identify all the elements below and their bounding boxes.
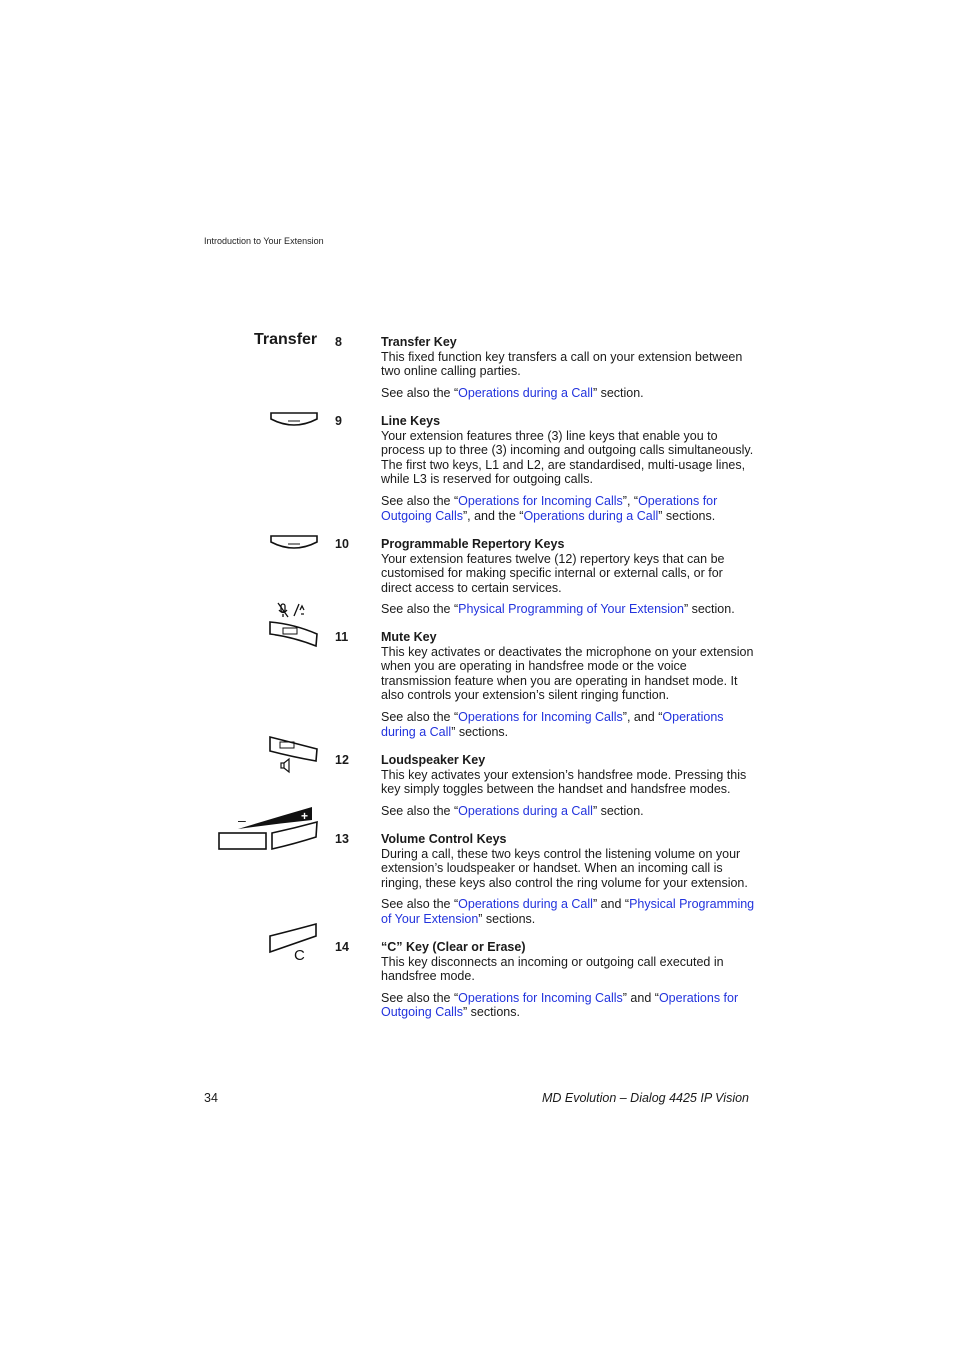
item-number: 9 xyxy=(335,414,342,428)
link-operations-during-call[interactable]: Operations during a Call xyxy=(458,897,593,912)
see-also: See also the “Operations for Incoming Calls”, and “Operations during a Call” sections. xyxy=(381,709,724,739)
see-also: See also the “Operations during a Call” section. xyxy=(381,803,644,818)
item-description: Your extension features twelve (12) repertory keys that can be customised for making specific internal or external calls, or for direct access to certain services. xyxy=(381,551,725,595)
link-physical-programming[interactable]: Physical Programming of Your Extension xyxy=(458,602,684,617)
link-operations-during-call[interactable]: Operations during a Call xyxy=(458,385,593,400)
mute-key-icon xyxy=(266,600,322,648)
item-number: 12 xyxy=(335,753,349,767)
item-title: Line Keys xyxy=(381,414,441,428)
clear-key-letter: C xyxy=(294,947,305,964)
page-number: 34 xyxy=(204,1091,218,1105)
item-description: This key disconnects an incoming or outgoing call executed in handsfree mode. xyxy=(381,954,724,984)
see-also: See also the “Operations for Incoming Calls”, “Operations for Outgoing Calls”, and the “Operations during a Call” sections. xyxy=(381,493,718,523)
see-also: See also the “Operations during a Call” section. xyxy=(381,385,644,400)
link-operations-during-call[interactable]: Operations during a Call xyxy=(381,709,724,739)
item-description: Your extension features three (3) line keys that enable you to process up to three (3) incoming and outgoing calls simultaneously. The first two keys, L1 and L2, are standardised, multi-usage lines, while L3 is reserved for outgoing calls. xyxy=(381,428,754,487)
volume-control-keys-icon xyxy=(214,803,324,853)
item-number: 13 xyxy=(335,832,349,846)
volume-plus-glyph: + xyxy=(301,809,309,823)
item-description: This key activates or deactivates the microphone on your extension when you are operating in handsfree mode or the voice transmission feature when you are operating in handset mode. It also controls your extension’s silent ringing function. xyxy=(381,644,754,703)
item-loudspeaker-key xyxy=(335,753,755,818)
item-volume-control-keys xyxy=(335,832,755,927)
item-number: 11 xyxy=(335,630,349,644)
clear-key-icon xyxy=(266,922,324,964)
item-number: 10 xyxy=(335,537,349,551)
link-physical-programming[interactable]: Physical Programming of Your Extension xyxy=(381,897,755,926)
repertory-key-icon xyxy=(268,533,320,555)
loudspeaker-key-icon xyxy=(266,735,322,775)
item-description: During a call, these two keys control the listening volume on your extension’s loudspeaker or handset. When an incoming call is ringing, these keys also control the ring volume for your extension. xyxy=(381,846,748,890)
link-operations-incoming-calls[interactable]: Operations for Incoming Calls xyxy=(458,493,623,508)
item-title: Volume Control Keys xyxy=(381,832,507,846)
volume-minus-glyph: – xyxy=(238,812,246,828)
item-title: Loudspeaker Key xyxy=(381,753,486,767)
item-description: This fixed function key transfers a call on your extension between two online calling parties. xyxy=(381,349,743,379)
link-operations-outgoing-calls[interactable]: Operations for Outgoing Calls xyxy=(381,990,739,1020)
item-number: 14 xyxy=(335,940,349,954)
item-title: Transfer Key xyxy=(381,335,457,349)
document-title: MD Evolution – Dialog 4425 IP Vision xyxy=(541,1091,749,1105)
transfer-key-label: Transfer xyxy=(254,331,318,348)
link-operations-outgoing-calls[interactable]: Operations for Outgoing Calls xyxy=(381,493,718,523)
item-line-keys xyxy=(335,414,755,523)
item-c-key xyxy=(335,940,755,1020)
item-number: 8 xyxy=(335,335,342,349)
line-key-icon xyxy=(268,410,320,432)
link-operations-during-call[interactable]: Operations during a Call xyxy=(523,508,659,523)
item-title: Mute Key xyxy=(381,630,437,644)
see-also: See also the “Physical Programming of Your Extension” section. xyxy=(381,602,735,617)
see-also: See also the “Operations during a Call” and “Physical Programming of Your Extension” sections. xyxy=(381,897,755,926)
item-description: This key activates your extension’s handsfree mode. Pressing this key simply toggles between the handset and handsfree modes. xyxy=(381,767,747,797)
item-transfer-key xyxy=(335,335,755,400)
item-title: Programmable Repertory Keys xyxy=(381,537,565,551)
item-programmable-repertory-keys xyxy=(335,537,755,617)
item-title: “C” Key (Clear or Erase) xyxy=(381,940,526,954)
running-header: Introduction to Your Extension xyxy=(204,236,324,246)
link-operations-incoming-calls[interactable]: Operations for Incoming Calls xyxy=(458,709,623,724)
link-operations-incoming-calls[interactable]: Operations for Incoming Calls xyxy=(458,990,623,1005)
item-mute-key xyxy=(335,630,755,739)
see-also: See also the “Operations for Incoming Calls” and “Operations for Outgoing Calls” sections. xyxy=(381,990,739,1020)
link-operations-during-call[interactable]: Operations during a Call xyxy=(458,803,593,818)
